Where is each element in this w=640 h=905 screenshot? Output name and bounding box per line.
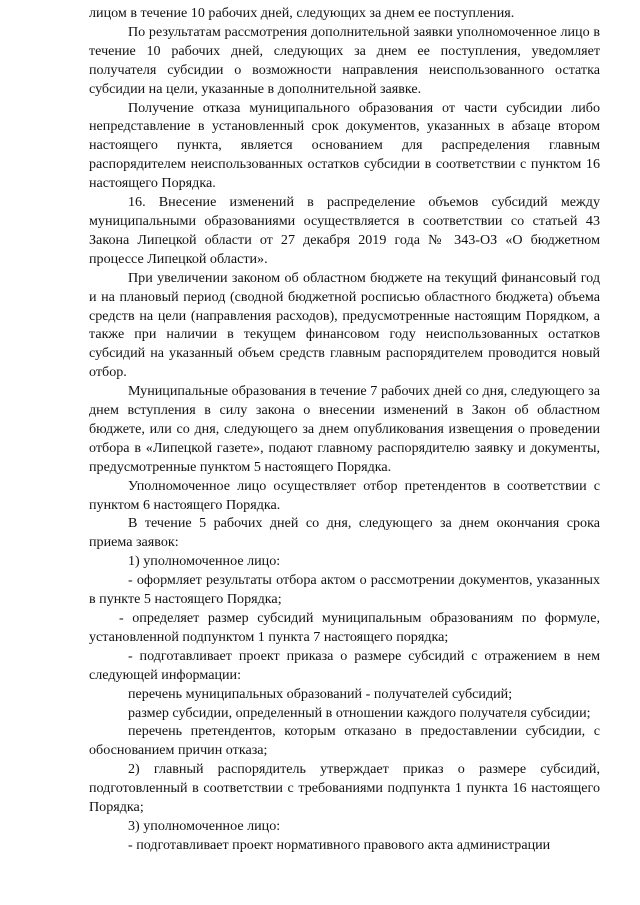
list-item: 2) главный распорядитель утверждает приказ о размере субсидий, подготовленный в соответствии с требованиями подпункта 1 пункта 16 настоящего Порядка; (89, 761, 600, 816)
paragraph: Уполномоченное лицо осуществляет отбор претендентов в соответствии с пунктом 6 настоящего Порядка. (89, 477, 600, 513)
list-item: - определяет размер субсидий муниципальным образованиям по формуле, установленной подпунктом 1 пункта 7 настоящего порядка; (89, 610, 600, 645)
document-page (89, 4, 600, 855)
list-item: 3) уполномоченное лицо: (128, 817, 281, 834)
list-item: - подготавливает проект приказа о размере субсидий с отражением в нем следующей информации: (89, 647, 600, 683)
paragraph: При увеличении законом об областном бюджете на текущий финансовый год и на плановый период (сводной бюджетной росписью областного бюджета) объема средств на цели (направления расходов), предусмотренные настоящим Порядком, а также при наличии в текущем финансовом году неиспользованных остатков субсидий на указанный объем средств главным распорядителем проводится новый отбор. (89, 269, 600, 381)
paragraph: лицом в течение 10 рабочих дней, следующих за днем ее поступления. (89, 5, 515, 21)
paragraph: Муниципальные образования в течение 7 рабочих дней со дня, следующего за днем вступления в силу закона о внесении изменений в Закон об областном бюджете, или со дня, следующего за днем опубликования извещения о проведении отбора в «Липецкой газете», подают главному распорядителю заявку и документы, предусмотренные пунктом 5 настоящего Порядка. (89, 383, 600, 475)
paragraph: 16. Внесение изменений в распределение объемов субсидий между муниципальными образованиями осуществляется в соответствии со статьей 43 Закона Липецкой области от 27 декабря 2019 года № 343-ОЗ «О бюджетном процессе Липецкой области». (89, 194, 600, 267)
paragraph: В течение 5 рабочих дней со дня, следующего за днем окончания срока приема заявок: (89, 515, 600, 551)
list-item: 1) уполномоченное лицо: (128, 553, 281, 570)
list-item: перечень муниципальных образований - получателей субсидий; (128, 685, 513, 702)
list-item: - оформляет результаты отбора актом о рассмотрении документов, указанных в пункте 5 настоящего Порядка; (89, 572, 600, 608)
paragraph: По результатам рассмотрения дополнительной заявки уполномоченное лицо в течение 10 рабочих дней, следующих за днем ее поступления, уведомляет получателя субсидии о возможности направления неиспользованного остатка субсидии на цели, указанные в дополнительной заявке. (89, 23, 600, 97)
list-item: перечень претендентов, которым отказано в предоставлении субсидии, с обоснованием причин отказа; (89, 723, 600, 759)
list-item: размер субсидии, определенный в отношении каждого получателя субсидии; (128, 704, 591, 721)
paragraph: Получение отказа муниципального образования от части субсидии либо непредставление в установленный срок документов, указанных в абзаце втором настоящего пункта, является основанием для распределения главным распорядителем неиспользованных остатков субсидии в соответствии с пунктом 16 настоящего Порядка. (89, 99, 600, 192)
list-item: - подготавливает проект нормативного правового акта администрации (128, 836, 551, 853)
